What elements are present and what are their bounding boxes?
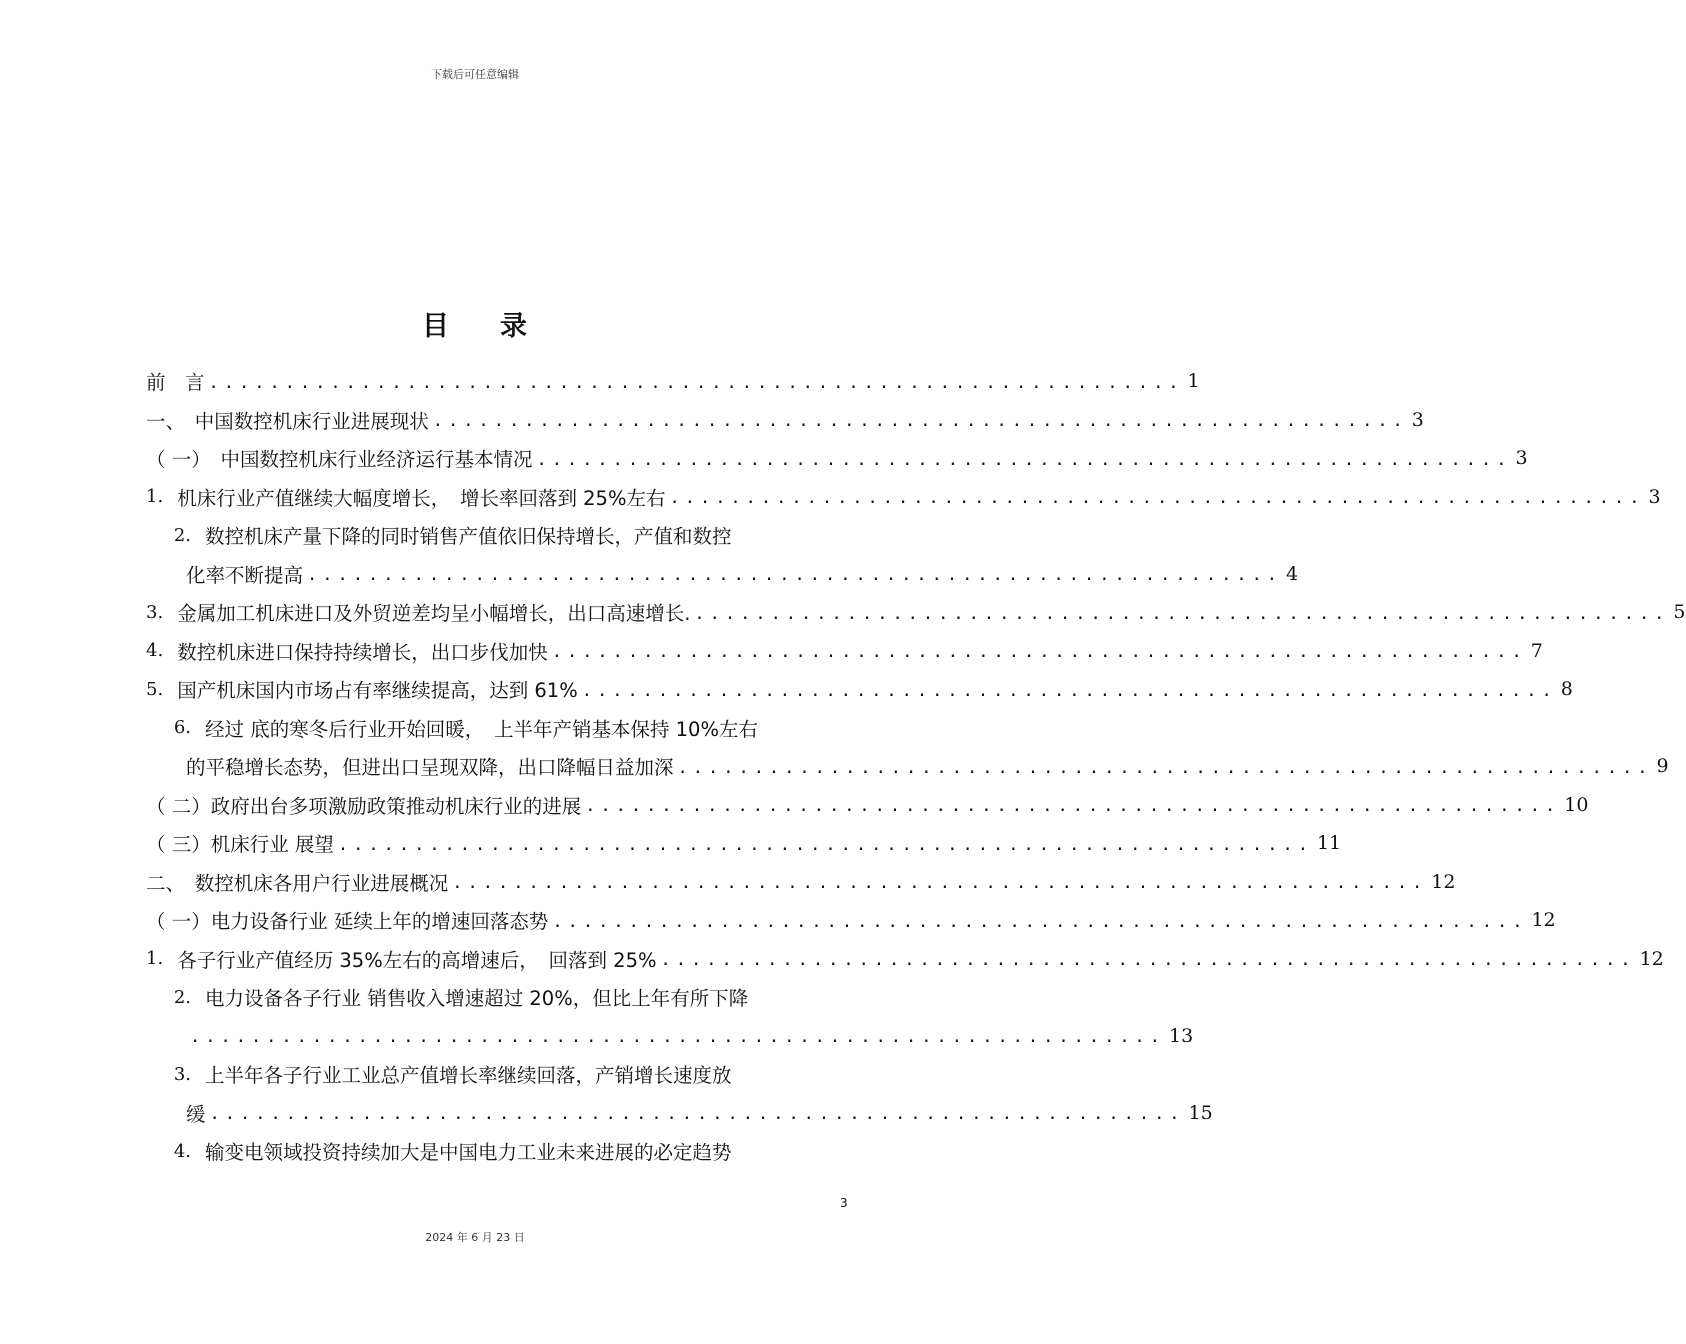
dot-leader: ................................................................	[669, 488, 1645, 508]
toc-entry-page: 10	[1564, 793, 1589, 816]
toc-entry[interactable]	[146, 901, 1556, 940]
dot-leader: ................................................................	[694, 603, 1670, 624]
toc-entry-text: 化率不断提高	[186, 563, 304, 587]
toc-title	[0, 304, 950, 343]
dot-leader: ................................................................	[307, 565, 1283, 585]
dot-leader: ................................................................	[190, 1027, 1166, 1047]
toc-entry-page: 7	[1530, 639, 1543, 662]
toc-entry-text: 前 言	[146, 371, 205, 395]
toc-entry[interactable]	[146, 786, 1589, 825]
toc-title-left: 目	[422, 311, 450, 342]
toc-entry-page: 3	[1411, 408, 1424, 431]
toc-entry-page: 1	[1187, 370, 1200, 393]
toc-entry[interactable]	[146, 863, 1456, 902]
toc-entry[interactable]	[146, 362, 1200, 401]
toc-entry-continued[interactable]	[146, 555, 1299, 594]
toc-entry-number: 5.	[146, 678, 164, 700]
toc-entry-continued[interactable]	[146, 1094, 1213, 1133]
dot-leader: ................................................................	[452, 873, 1428, 893]
toc-entry[interactable]	[146, 478, 1661, 517]
page-footer-date: 2024 年 6 月 23 日	[425, 1231, 525, 1244]
dot-leader: ................................................................	[337, 834, 1313, 855]
toc-entry-number: 4.	[173, 1140, 191, 1162]
toc-title-right: 录	[500, 311, 528, 342]
toc-entry-page: 15	[1188, 1101, 1213, 1124]
toc-entry-page: 12	[1431, 870, 1456, 893]
dot-leader: ................................................................	[581, 680, 1557, 701]
toc-entry-page: 11	[1316, 832, 1342, 855]
toc-entry-number: 2.	[173, 524, 191, 546]
toc-entry-continued[interactable]	[146, 1017, 1194, 1056]
toc-entry-text: 一、 中国数控机床行业进展现状	[146, 409, 429, 433]
dot-leader: ................................................................	[677, 757, 1653, 778]
toc-entry-number: 1.	[146, 486, 164, 508]
toc-entry-text: 输变电领域投资持续加大是中国电力工业未来进展的必定趋势	[205, 1141, 732, 1165]
toc-entry-page: 4	[1286, 562, 1299, 585]
toc-entry-text: 二、 数控机床各用户行业进展概况	[146, 871, 449, 895]
toc-entry-page: 12	[1531, 909, 1556, 932]
toc-entry-page: 8	[1560, 678, 1573, 701]
toc-entry-text: 各子行业产值经历 35%左右的高增速后， 回落到 25%	[177, 948, 657, 972]
dot-leader: ................................................................	[585, 796, 1561, 816]
dot-leader: ................................................................	[208, 372, 1184, 393]
toc-entry[interactable]	[146, 940, 1664, 979]
toc-entry-text: 经过 底的寒冬后行业开始回暖， 上半年产销基本保持 10%左右	[205, 717, 758, 741]
toc-entry-number: 3.	[173, 1063, 191, 1085]
toc-entry[interactable]	[146, 593, 1686, 632]
toc-entry-page: 12	[1639, 947, 1664, 970]
toc-entry[interactable]	[146, 1132, 850, 1171]
toc-entry-page: 3	[1648, 485, 1661, 508]
table-of-contents	[146, 362, 1686, 1171]
dot-leader: ................................................................	[209, 1104, 1185, 1124]
toc-entry[interactable]	[146, 632, 1543, 671]
toc-entry-text: （ 二）政府出台多项激励政策推动机床行业的进展	[146, 794, 582, 818]
toc-entry-text: 电力设备各子行业 销售收入增速超过 20%，但比上年有所下降	[205, 987, 749, 1011]
toc-entry-text: （ 三）机床行业 展望	[146, 833, 334, 857]
toc-entry[interactable]	[146, 516, 850, 555]
toc-entry[interactable]	[146, 401, 1424, 440]
toc-entry-number: 2.	[173, 986, 191, 1008]
dot-leader: ................................................................	[536, 449, 1512, 470]
toc-entry-text: 国产机床国内市场占有率继续提高，达到 61%	[177, 679, 578, 703]
toc-entry[interactable]	[146, 824, 1342, 863]
toc-entry-page: 5	[1673, 601, 1686, 624]
toc-entry[interactable]	[146, 709, 850, 748]
dot-leader: ................................................................	[552, 911, 1528, 932]
toc-entry-number: 4.	[146, 640, 164, 662]
toc-entry[interactable]	[146, 670, 1573, 709]
dot-leader: ................................................................	[660, 950, 1636, 970]
toc-entry-page: 3	[1515, 447, 1528, 470]
toc-entry-page: 9	[1656, 755, 1669, 778]
toc-entry-number: 6.	[173, 717, 191, 739]
toc-entry[interactable]	[146, 439, 1528, 478]
toc-entry-continued[interactable]	[146, 747, 1669, 786]
dot-leader: ................................................................	[432, 411, 1408, 431]
toc-entry-text: 缓	[186, 1102, 206, 1126]
toc-entry-text: 上半年各子行业工业总产值增长率继续回落，产销增长速度放	[205, 1064, 732, 1088]
toc-entry-text: 数控机床进口保持持续增长，出口步伐加快	[177, 640, 548, 664]
toc-entry[interactable]	[146, 978, 850, 1017]
toc-entry-number: 1.	[146, 948, 164, 970]
toc-entry-text: 机床行业产值继续大幅度增长， 增长率回落到 25%左右	[177, 486, 666, 510]
toc-entry-text: （ 一） 中国数控机床行业经济运行基本情况	[146, 448, 533, 472]
toc-entry[interactable]	[146, 1055, 850, 1094]
toc-entry-page: 13	[1169, 1024, 1194, 1047]
toc-entry-text: 金属加工机床进口及外贸逆差均呈小幅增长，出口高速增长.	[177, 602, 691, 626]
page-number: 3	[840, 1196, 848, 1210]
dot-leader: ................................................................	[551, 642, 1527, 662]
toc-entry-text: （ 一）电力设备行业 延续上年的增速回落态势	[146, 910, 549, 934]
toc-entry-text: 数控机床产量下降的同时销售产值依旧保持增长，产值和数控	[205, 525, 732, 549]
page-header: 下载后可任意编辑	[431, 68, 519, 81]
toc-entry-number: 3.	[146, 601, 164, 623]
toc-entry-text: 的平稳增长态势，但进出口呈现双降，出口降幅日益加深	[186, 756, 674, 780]
